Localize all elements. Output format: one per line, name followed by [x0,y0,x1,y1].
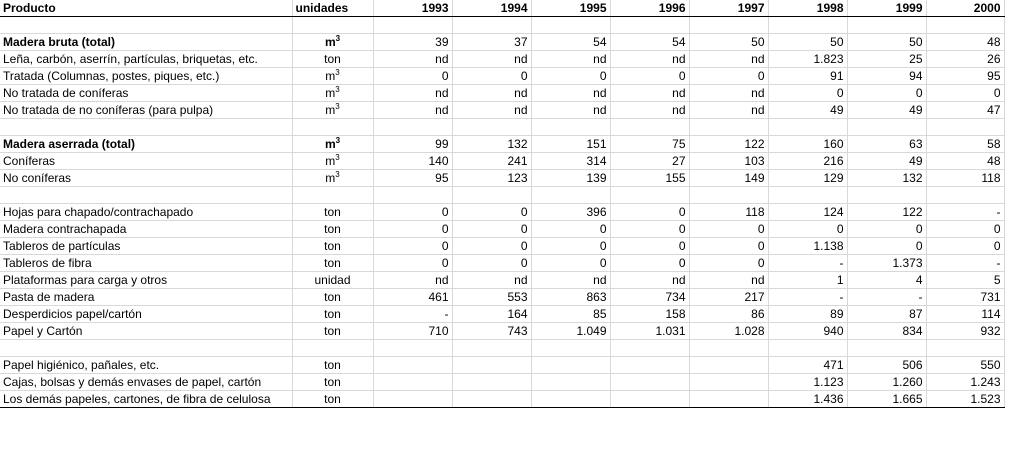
empty-cell[interactable] [531,340,610,357]
product-label-cell[interactable]: Madera contrachapada [0,221,292,238]
unit-cell[interactable] [292,357,373,374]
value-cell[interactable] [531,357,610,374]
empty-cell[interactable] [610,187,689,204]
value-cell[interactable]: 118 [926,170,1004,187]
value-cell[interactable]: 94 [847,68,926,85]
product-label-cell[interactable]: Madera bruta (total) [0,34,292,51]
unit-superscript: 3 [335,136,341,145]
value-cell[interactable]: 0 [373,68,452,85]
empty-cell[interactable] [292,187,373,204]
unit-text: ton [324,222,341,236]
value-cell[interactable]: 0 [689,238,768,255]
unit-cell[interactable] [292,85,373,102]
value-cell[interactable]: 123 [452,170,531,187]
blank-row [0,119,1004,136]
table-row [0,272,1004,289]
unit-cell[interactable] [292,170,373,187]
value-cell[interactable]: 122 [689,136,768,153]
value-cell[interactable]: 1.123 [768,374,847,391]
empty-cell[interactable] [373,340,452,357]
product-label-cell[interactable]: Plataformas para carga y otros [0,272,292,289]
unit-cell[interactable] [292,255,373,272]
empty-cell[interactable] [531,17,610,34]
value-cell[interactable] [452,391,531,408]
product-label-cell[interactable]: Pasta de madera [0,289,292,306]
value-cell[interactable]: nd [373,85,452,102]
product-label-cell[interactable]: Papel higiénico, pañales, etc. [0,357,292,374]
value-cell[interactable]: 0 [610,68,689,85]
unit-superscript: 3 [335,170,340,179]
value-cell[interactable]: 461 [373,289,452,306]
unit-text: m [324,35,336,49]
product-label-cell[interactable]: Hojas para chapado/contrachapado [0,204,292,221]
product-label-cell[interactable]: Leña, carbón, aserrín, partículas, briquetas, etc. [0,51,292,68]
empty-cell[interactable] [531,119,610,136]
value-cell[interactable]: 54 [531,34,610,51]
empty-cell[interactable] [610,17,689,34]
unit-text: ton [324,290,341,304]
value-cell[interactable]: 710 [373,323,452,340]
unit-text: ton [324,324,341,338]
value-cell[interactable]: nd [531,272,610,289]
table-row [0,170,1004,187]
unit-cell[interactable] [292,68,373,85]
value-cell[interactable]: 39 [373,34,452,51]
value-cell[interactable]: 158 [610,306,689,323]
header-year[interactable]: 1996 [610,0,689,17]
value-cell[interactable]: 0 [689,68,768,85]
value-cell[interactable]: 63 [847,136,926,153]
value-cell[interactable]: 0 [373,255,452,272]
value-cell[interactable]: 940 [768,323,847,340]
product-label-cell[interactable]: Desperdicios papel/cartón [0,306,292,323]
empty-cell[interactable] [768,340,847,357]
value-cell[interactable]: 50 [768,34,847,51]
value-cell[interactable]: nd [373,51,452,68]
empty-cell[interactable] [847,187,926,204]
table-row [0,238,1004,255]
value-cell[interactable]: 132 [847,170,926,187]
value-cell[interactable] [610,391,689,408]
unit-superscript: 3 [335,68,340,77]
value-cell[interactable] [531,374,610,391]
empty-cell[interactable] [0,187,292,204]
product-label-cell[interactable]: Tableros de partículas [0,238,292,255]
value-cell[interactable]: 0 [373,238,452,255]
header-unidades[interactable]: unidades [292,0,373,17]
value-cell[interactable]: 91 [768,68,847,85]
blank-row [0,187,1004,204]
value-cell[interactable]: 0 [531,238,610,255]
empty-cell[interactable] [373,119,452,136]
value-cell[interactable] [689,374,768,391]
header-year[interactable]: 1999 [847,0,926,17]
value-cell[interactable]: 122 [847,204,926,221]
unit-cell[interactable] [292,238,373,255]
value-cell[interactable]: nd [452,102,531,119]
unit-text: ton [324,239,341,253]
value-cell[interactable]: 314 [531,153,610,170]
product-label-cell[interactable]: No coníferas [0,170,292,187]
value-cell[interactable]: 396 [531,204,610,221]
value-cell[interactable]: 151 [531,136,610,153]
header-producto[interactable]: Producto [0,0,292,17]
value-cell[interactable]: 164 [452,306,531,323]
value-cell[interactable]: 48 [926,34,1004,51]
value-cell[interactable]: 1.665 [847,391,926,408]
value-cell[interactable]: 1.523 [926,391,1004,408]
value-cell[interactable]: 743 [452,323,531,340]
unit-cell[interactable] [292,323,373,340]
value-cell[interactable] [610,374,689,391]
value-cell[interactable]: 0 [768,221,847,238]
table-row [0,391,1004,408]
value-cell[interactable]: nd [689,51,768,68]
empty-cell[interactable] [373,187,452,204]
unit-text: ton [324,375,341,389]
value-cell[interactable] [531,391,610,408]
value-cell[interactable]: 26 [926,51,1004,68]
value-cell[interactable]: nd [531,85,610,102]
value-cell[interactable]: 124 [768,204,847,221]
value-cell[interactable]: 0 [452,255,531,272]
value-cell[interactable]: 95 [926,68,1004,85]
value-cell[interactable]: 0 [610,204,689,221]
unit-cell[interactable] [292,136,373,153]
value-cell[interactable] [689,357,768,374]
value-cell[interactable] [373,374,452,391]
empty-cell[interactable] [373,17,452,34]
value-cell[interactable]: nd [531,51,610,68]
value-cell[interactable]: 1.138 [768,238,847,255]
empty-cell[interactable] [452,340,531,357]
value-cell[interactable]: 0 [926,238,1004,255]
value-cell[interactable]: nd [373,272,452,289]
unit-text: unidad [314,273,351,287]
empty-cell[interactable] [926,119,1004,136]
value-cell[interactable]: 0 [373,221,452,238]
unit-text: ton [324,392,341,406]
table-row [0,255,1004,272]
empty-cell[interactable] [0,119,292,136]
unit-cell[interactable] [292,289,373,306]
value-cell[interactable]: 5 [926,272,1004,289]
value-cell[interactable]: 1.260 [847,374,926,391]
empty-cell[interactable] [292,17,373,34]
value-cell[interactable]: - [926,204,1004,221]
value-cell[interactable]: 1.028 [689,323,768,340]
value-cell[interactable]: 216 [768,153,847,170]
value-cell[interactable]: 0 [452,221,531,238]
value-cell[interactable]: 27 [610,153,689,170]
value-cell[interactable]: 139 [531,170,610,187]
value-cell[interactable]: 0 [373,204,452,221]
unit-text: ton [324,52,341,66]
product-label-cell[interactable]: Los demás papeles, cartones, de fibra de celulosa [0,391,292,408]
product-label-cell[interactable]: Coníferas [0,153,292,170]
product-label-cell[interactable]: Papel y Cartón [0,323,292,340]
table-row [0,357,1004,374]
unit-cell[interactable] [292,272,373,289]
empty-cell[interactable] [0,340,292,357]
value-cell[interactable]: 75 [610,136,689,153]
header-row [0,0,1004,17]
unit-text: m [325,154,336,168]
empty-cell[interactable] [926,187,1004,204]
value-cell[interactable]: nd [373,102,452,119]
empty-cell[interactable] [847,17,926,34]
value-cell[interactable]: 50 [689,34,768,51]
unit-cell[interactable] [292,34,373,51]
value-cell[interactable]: 4 [847,272,926,289]
header-year[interactable]: 1994 [452,0,531,17]
header-year[interactable]: 1995 [531,0,610,17]
value-cell[interactable]: 54 [610,34,689,51]
unit-text: m [325,86,336,100]
product-label-cell[interactable]: No tratada de no coníferas (para pulpa) [0,102,292,119]
value-cell[interactable]: 1.436 [768,391,847,408]
value-cell[interactable]: - [847,289,926,306]
table-row [0,85,1004,102]
value-cell[interactable]: 85 [531,306,610,323]
unit-text: ton [324,358,341,372]
value-cell[interactable]: 0 [452,238,531,255]
value-cell[interactable]: nd [689,102,768,119]
unit-text: m [325,103,336,117]
table-row [0,68,1004,85]
empty-cell[interactable] [847,340,926,357]
empty-cell[interactable] [689,187,768,204]
header-year[interactable]: 2000 [926,0,1004,17]
value-cell[interactable]: 50 [847,34,926,51]
unit-cell[interactable] [292,153,373,170]
unit-superscript: 3 [335,85,340,94]
value-cell[interactable]: - [373,306,452,323]
value-cell[interactable]: 1.373 [847,255,926,272]
value-cell[interactable]: 0 [452,68,531,85]
value-cell[interactable]: 932 [926,323,1004,340]
value-cell[interactable]: nd [689,272,768,289]
header-year[interactable]: 1997 [689,0,768,17]
empty-cell[interactable] [689,17,768,34]
value-cell[interactable]: 0 [531,255,610,272]
value-cell[interactable]: 114 [926,306,1004,323]
unit-text: ton [324,205,341,219]
unit-text: ton [324,307,341,321]
empty-cell[interactable] [847,119,926,136]
empty-cell[interactable] [452,187,531,204]
value-cell[interactable]: 731 [926,289,1004,306]
value-cell[interactable]: 49 [768,102,847,119]
empty-cell[interactable] [292,340,373,357]
value-cell[interactable] [610,357,689,374]
value-cell[interactable]: nd [610,102,689,119]
value-cell[interactable]: 1.823 [768,51,847,68]
value-cell[interactable]: 89 [768,306,847,323]
value-cell[interactable]: 506 [847,357,926,374]
empty-cell[interactable] [926,17,1004,34]
value-cell[interactable]: 734 [610,289,689,306]
value-cell[interactable]: 0 [847,238,926,255]
value-cell[interactable]: 118 [689,204,768,221]
empty-cell[interactable] [768,187,847,204]
value-cell[interactable]: nd [610,272,689,289]
empty-cell[interactable] [531,187,610,204]
header-year[interactable]: 1998 [768,0,847,17]
value-cell[interactable]: nd [610,85,689,102]
value-cell[interactable] [452,374,531,391]
value-cell[interactable]: 103 [689,153,768,170]
table-row [0,323,1004,340]
blank-row [0,17,1004,34]
value-cell[interactable]: 129 [768,170,847,187]
value-cell[interactable]: 99 [373,136,452,153]
value-cell[interactable] [452,357,531,374]
value-cell[interactable]: nd [452,85,531,102]
unit-cell[interactable] [292,374,373,391]
value-cell[interactable]: nd [452,51,531,68]
value-cell[interactable]: 132 [452,136,531,153]
empty-cell[interactable] [768,17,847,34]
value-cell[interactable]: nd [452,272,531,289]
table-row [0,153,1004,170]
value-cell[interactable]: - [926,255,1004,272]
value-cell[interactable]: 241 [452,153,531,170]
value-cell[interactable]: 160 [768,136,847,153]
table-row [0,136,1004,153]
empty-cell[interactable] [610,119,689,136]
value-cell[interactable]: 550 [926,357,1004,374]
value-cell[interactable]: 87 [847,306,926,323]
value-cell[interactable]: 0 [847,221,926,238]
unit-text: m [324,137,336,151]
value-cell[interactable]: 863 [531,289,610,306]
unit-cell[interactable] [292,221,373,238]
blank-row [0,340,1004,357]
value-cell[interactable]: 0 [847,85,926,102]
table-row [0,289,1004,306]
empty-cell[interactable] [452,17,531,34]
unit-cell[interactable] [292,391,373,408]
unit-superscript: 3 [335,153,340,162]
value-cell[interactable]: 48 [926,153,1004,170]
value-cell[interactable]: 471 [768,357,847,374]
unit-cell[interactable] [292,51,373,68]
product-label-cell[interactable]: Madera aserrada (total) [0,136,292,153]
value-cell[interactable]: 0 [610,221,689,238]
value-cell[interactable] [689,391,768,408]
value-cell[interactable]: 0 [610,238,689,255]
unit-text: m [325,171,336,185]
empty-cell[interactable] [0,17,292,34]
table-row [0,306,1004,323]
value-cell[interactable]: 86 [689,306,768,323]
unit-superscript: 3 [335,34,341,43]
value-cell[interactable]: 0 [452,204,531,221]
header-year[interactable]: 1993 [373,0,452,17]
value-cell[interactable] [373,357,452,374]
value-cell[interactable]: 1.049 [531,323,610,340]
table-row [0,34,1004,51]
value-cell[interactable] [373,391,452,408]
value-cell[interactable]: 37 [452,34,531,51]
empty-cell[interactable] [926,340,1004,357]
value-cell[interactable]: 1.243 [926,374,1004,391]
value-cell[interactable]: nd [689,85,768,102]
value-cell[interactable]: nd [531,102,610,119]
product-label-cell[interactable]: Tableros de fibra [0,255,292,272]
value-cell[interactable]: 553 [452,289,531,306]
value-cell[interactable]: 155 [610,170,689,187]
table-row [0,51,1004,68]
table-row [0,221,1004,238]
value-cell[interactable]: 1.031 [610,323,689,340]
value-cell[interactable]: 0 [531,221,610,238]
value-cell[interactable]: 0 [689,221,768,238]
table-row [0,374,1004,391]
table-row [0,102,1004,119]
value-cell[interactable]: 58 [926,136,1004,153]
value-cell[interactable]: 0 [926,221,1004,238]
value-cell[interactable]: 0 [610,255,689,272]
empty-cell[interactable] [689,119,768,136]
empty-cell[interactable] [768,119,847,136]
value-cell[interactable]: nd [610,51,689,68]
unit-cell[interactable] [292,102,373,119]
value-cell[interactable]: 0 [926,85,1004,102]
empty-cell[interactable] [610,340,689,357]
product-label-cell[interactable]: Tratada (Columnas, postes, piques, etc.) [0,68,292,85]
value-cell[interactable]: 0 [531,68,610,85]
unit-superscript: 3 [335,102,340,111]
value-cell[interactable]: 0 [689,255,768,272]
value-cell[interactable]: 49 [847,102,926,119]
value-cell[interactable]: - [768,289,847,306]
unit-text: ton [324,256,341,270]
value-cell[interactable]: 834 [847,323,926,340]
empty-cell[interactable] [689,340,768,357]
value-cell[interactable]: 25 [847,51,926,68]
value-cell[interactable]: 0 [768,85,847,102]
unit-cell[interactable] [292,204,373,221]
empty-cell[interactable] [292,119,373,136]
value-cell[interactable]: - [768,255,847,272]
value-cell[interactable]: 47 [926,102,1004,119]
value-cell[interactable]: 1 [768,272,847,289]
value-cell[interactable]: 95 [373,170,452,187]
product-label-cell[interactable]: Cajas, bolsas y demás envases de papel, cartón [0,374,292,391]
unit-cell[interactable] [292,306,373,323]
value-cell[interactable]: 49 [847,153,926,170]
empty-cell[interactable] [452,119,531,136]
product-label-cell[interactable]: No tratada de coníferas [0,85,292,102]
value-cell[interactable]: 149 [689,170,768,187]
value-cell[interactable]: 140 [373,153,452,170]
value-cell[interactable]: 217 [689,289,768,306]
table-row [0,204,1004,221]
unit-text: m [325,69,336,83]
